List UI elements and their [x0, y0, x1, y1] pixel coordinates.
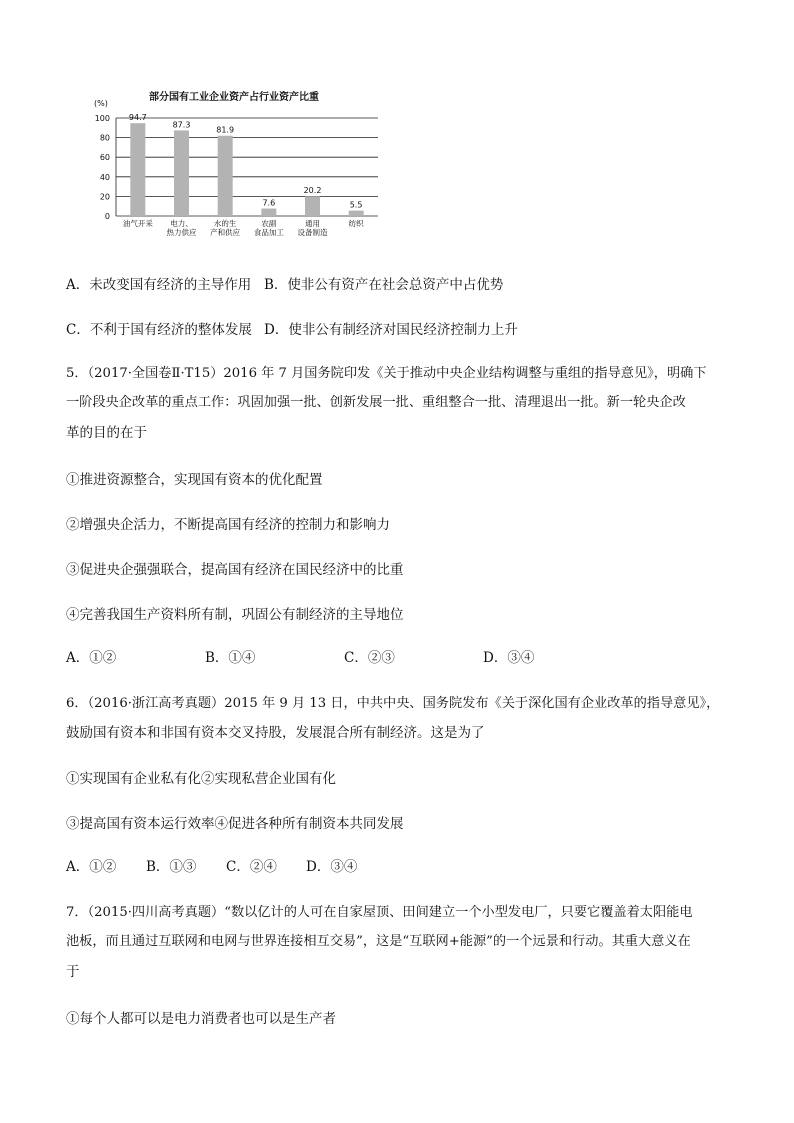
q6-statements-1-2: ①实现国有企业私有化②实现私营企业国有化 — [66, 771, 336, 787]
x-category-label-5-0: 纺织 — [348, 219, 364, 228]
bar-value-label-1: 87.3 — [172, 120, 191, 130]
bar-3 — [261, 209, 276, 216]
q6-option-c[interactable]: C．②④ — [226, 859, 277, 875]
q6-stem-line-1: 6．（2016·浙江高考真题）2015 年 9 月 13 日，中共中央、国务院发布《关于深化国有企业改革的指导意见》， — [66, 696, 720, 711]
q5-statement-2: ②增强央企活力，不断提高国有经济的控制力和影响力 — [66, 517, 390, 533]
x-category-label-4-1: 设备制造 — [297, 228, 328, 236]
bar-1 — [174, 130, 189, 216]
x-category-label-3-1: 食品加工 — [253, 228, 284, 236]
q6-statements-3-4: ③提高国有资本运行效率④促进各种所有制资本共同发展 — [66, 816, 404, 832]
x-category-label-1-0: 电力、 — [170, 219, 193, 228]
q5-statement-4: ④完善我国生产资料所有制，巩固公有制经济的主导地位 — [66, 607, 404, 623]
q5-stem-line-2: 一阶段央企改革的重点工作：巩固加强一批、创新发展一批、重组整合一批、清理退出一批。新一轮央企改 — [66, 395, 686, 410]
chart-title: 部分国有工业企业资产占行业资产比重 — [149, 92, 319, 103]
y-tick-label-4: 80 — [99, 133, 110, 143]
y-tick-label-2: 40 — [99, 172, 110, 182]
bar-value-label-2: 81.9 — [216, 125, 235, 135]
q7-stem-line-1: 7．（2015·四川高考真题）“数以亿计的人可在自家屋顶、田间建立一个小型发电厂，只要它覆盖着太阳能电 — [66, 905, 693, 920]
bar-5 — [349, 211, 364, 216]
q5-option-c[interactable]: C．②③ — [344, 650, 395, 666]
q4-option-b[interactable]: B．使非公有资产在社会总资产中占优势 — [264, 277, 504, 293]
q6-option-b[interactable]: B．①③ — [146, 859, 197, 875]
q5-stem-line-3: 革的目的在于 — [66, 425, 147, 441]
q5-option-d[interactable]: D．③④ — [483, 650, 535, 666]
bar-0 — [130, 123, 145, 216]
q5-statement-1: ①推进资源整合，实现国有资本的优化配置 — [66, 472, 323, 488]
bar-value-label-0: 94.7 — [128, 113, 147, 123]
q7-stem-line-3: 于 — [66, 964, 80, 980]
bar-value-label-5: 5.5 — [349, 200, 363, 210]
x-category-label-1-1: 热力供应 — [166, 228, 197, 236]
q7-stem-line-2: 池板，而且通过互联网和电网与世界连接相互交易”，这是“互联网+能源”的一个远景和行动。其重大意义在 — [66, 934, 691, 949]
y-tick-label-0: 0 — [104, 212, 110, 221]
y-tick-label-1: 20 — [99, 192, 110, 202]
q6-option-a[interactable]: A．①② — [66, 859, 117, 875]
x-category-label-2-0: 水的生 — [213, 219, 237, 228]
y-tick-label-5: 100 — [94, 114, 110, 123]
x-category-label-2-1: 产和供应 — [210, 228, 241, 236]
bar-value-label-4: 20.2 — [303, 186, 322, 196]
q5-option-a[interactable]: A．①② — [66, 650, 117, 666]
q5-option-b[interactable]: B．①④ — [205, 650, 256, 666]
q5-statement-3: ③促进央企强强联合，提高国有经济在国民经济中的比重 — [66, 562, 404, 578]
bar-2 — [218, 136, 233, 216]
q7-statement-1: ①每个人都可以是电力消费者也可以是生产者 — [66, 1011, 336, 1027]
x-category-label-3-0: 农副 — [261, 219, 277, 228]
bar-4 — [305, 196, 320, 216]
q5-stem-line-1: 5．（2017·全国卷Ⅱ·T15）2016 年 7 月国务院印发《关于推动中央企业结构调整与重组的指导意见》，明确下 — [66, 366, 707, 381]
q6-stem-line-2: 鼓励国有资本和非国有资本交叉持股，发展混合所有制经济。这是为了 — [66, 725, 485, 741]
q4-option-a[interactable]: A．未改变国有经济的主导作用 — [66, 277, 252, 293]
q6-option-d[interactable]: D．③④ — [306, 859, 358, 875]
x-category-label-0-0: 油气开采 — [122, 219, 153, 228]
bar-value-label-3: 7.6 — [262, 198, 276, 208]
q4-option-d[interactable]: D．使非公有制经济对国民经济控制力上升 — [264, 322, 518, 338]
q4-option-c[interactable]: C．不利于国有经济的整体发展 — [66, 322, 252, 338]
y-axis-unit: (%) — [94, 99, 108, 108]
x-category-label-4-0: 通用 — [305, 219, 320, 228]
y-tick-label-3: 60 — [99, 153, 110, 163]
asset-share-bar-chart — [86, 86, 386, 236]
